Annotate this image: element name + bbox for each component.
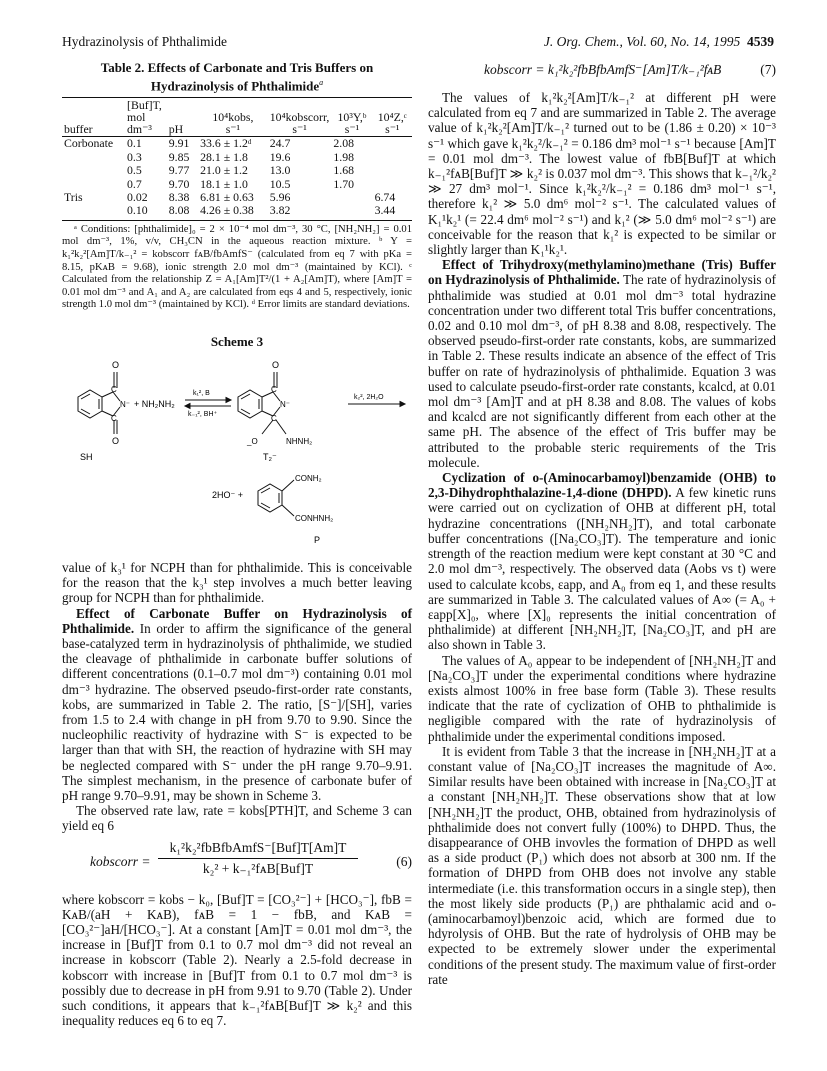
paragraph-rate-law: The observed rate law, rate = kobs[PTH]T, and Scheme 3 can yield eq 6 xyxy=(62,803,412,834)
scheme-nhnh2: NHNH₂ xyxy=(286,436,313,446)
k2-arrow xyxy=(348,401,405,406)
scheme-plus-hydrazine: + NH₂NH₂ xyxy=(134,398,175,409)
table-2-caption xyxy=(62,60,412,93)
table-row xyxy=(62,191,412,204)
col-kcorr xyxy=(268,98,332,137)
scheme-c-4: C xyxy=(271,413,277,423)
col-conc xyxy=(125,98,167,137)
scheme-o-minus: _O xyxy=(247,436,258,446)
paragraph-a0: The values of A₀ appear to be independent of [NH₂NH₂]T and [Na₂CO₃]T under the experimental conditions where hydrazine exists almost 100% in free base form (Table 3). These results indicate that the rate of cyclization of OHB to phthalimide is negligible compared with the rate of hydrazinolysis of phthalimide under the experimental conditions imposed. xyxy=(428,652,776,744)
table-cell-ph: 9.70 xyxy=(168,176,190,191)
table-cell-kobs: 18.1 ± 1.0 xyxy=(200,176,248,191)
col-kobs xyxy=(198,98,268,137)
table-cell-z: 6.74 xyxy=(374,189,396,204)
phthalimide-anion-structure xyxy=(78,372,120,434)
table-cell-y xyxy=(331,204,372,220)
table-cell-kobs: 4.26 ± 0.38 xyxy=(198,204,268,220)
scheme-product-prefix: 2HO⁻ + xyxy=(212,489,244,500)
table-cell-ph: 9.77 xyxy=(168,163,190,178)
table-cell-conc: 0.5 xyxy=(127,163,142,178)
table-cell-kcorr: 19.6 xyxy=(269,149,291,164)
scheme-c-3: C xyxy=(271,384,277,394)
paragraph-after-eq6: where kobscorr = kobs − k₀, [Buf]T = [CO₃²⁻] + [HCO₃⁻], fbB = KᴀB/(aH + KᴀB), fᴀB = 1 − fbB, and KᴀB = [CO₃²⁻]aH/[HCO₃⁻]. At a constant [Am]T = 0.01 mol dm⁻³, the increase in [Buf]T from 0.1 to 0.7 mol dm⁻³ did not reveal an increase in kobscorr (Table 2). Nearly a 2.5-fold decrease in kobscorr with increase in [Buf]T from 0.1 to 0.7 mol dm⁻³ is possibly due to decrease in pH from 9.91 to 9.70 (Table 2). Under such conditions, it appears that k₋₁²fᴀB[Buf]T ≫ k₂² and this inequality reduces eq 6 to eq 7. xyxy=(62,891,412,1029)
eq6-fraction xyxy=(158,840,358,877)
scheme-sh-label: SH xyxy=(80,451,93,462)
scheme-n-minus-2: N⁻ xyxy=(280,399,290,409)
table-cell-conc: 0.3 xyxy=(127,149,142,164)
table-2 xyxy=(62,97,412,220)
eq6-lhs: kobscorr = xyxy=(90,853,151,869)
table-row xyxy=(62,178,412,191)
paragraph-k3-conclusion: value of k₃¹ for NCPH than for phthalimide. This is conceivable for the reason that the k₃¹ step involves a much better leaving group for NCPH than for phthalimide. xyxy=(62,559,412,606)
paragraph-tris-body: The rate of hydrazinolysis of phthalimide was studied at 0.01 mol dm⁻³ total hydrazine concentration under two different total Tris buffer concentrations, 0.02 and 0.10 mol dm⁻³, of pH 8.38 and 8.08, respectively. The observed pseudo-first-order rate constants, kobs, are summarized in Table 2. These results indicate an absence of the effect of Tris buffer on rate of hydrazinolysis of phthalimide. Equation 3 was used to calculate pseudo-first-order rate constants, kcalcd, at 0.01 mol dm⁻³ [Am]T and at pH 8.38 and 8.08. The values of kobs and kcalcd are not significantly different from each other at the same pH. The absence of the effect of Tris buffer may be attributed to the probable steric requirements of the Tris molecule. xyxy=(428,272,776,470)
table-cell-z xyxy=(373,164,412,177)
table-cell-kcorr: 24.7 xyxy=(269,136,291,151)
table-cell-y: 2.08 xyxy=(333,136,355,151)
scheme-p-label: P xyxy=(314,534,321,545)
paragraph-carbonate-body: In order to affirm the significance of the general base-catalyzed term in hydrazinolysis of phthalimide, we studied the cleavage of phthalimide in carbonate buffer solutions of different concentrations (0.1–0.7 mol dm⁻³) containing 0.01 mol dm⁻³ hydrazine. The observed pseudo-first-order rate constants, kobs, are summarized in Table 2. The ratio, [S⁻]/[SH], varies from 1.5 to 2.4 with change in pH from 9.70 to 9.90. Since the nucleophilic reactivity of hydrazine with S⁻ is expected to be larger than that with SH, the reaction of hydrazine with SH may be neglected compared with S⁻ under the pH range 9.70–9.91. The simplest mechanism, in the presence of carbonate bufer of pH range 9.70–9.91, may be shown in Scheme 3. xyxy=(62,620,412,803)
table-cell-y: 1.98 xyxy=(333,149,355,164)
table-cell-conc: 0.1 xyxy=(127,136,142,151)
table-cell-kcorr: 10.5 xyxy=(269,176,291,191)
table-cell-buffer xyxy=(62,204,125,220)
table-cell-buffer xyxy=(62,151,125,164)
table-caption-line-2: Hydrazinolysis of Phthalimide xyxy=(150,78,320,94)
paragraph-evident: It is evident from Table 3 that the increase in [NH₂NH₂]T at a constant value of [Na₂CO₃]T increases the magnitude of A∞. Similar results have been obtained with increase in [Na₂CO₃]T at a constant [NH₂NH₂]T. These observations show that at low [NH₂NH₂]T the product, OHB, obtained from hydrazinolysis of phthalimide does not convert fully (100%) to DHPD. Thus, the disappearance of OHB invovles the formation of DHPD as well as a side product (P₁) which does not absorb at 300 nm. If the formation of DHPD from OHB does not involve any stable intermediate (i.e. this transformation occurs in a single step), then the most likely side products (P₁) are phthalamic acid and o-(aminocarbamoyl)benzoic acid, which are formed due to hdyrolysis of OHB. But the rate of hydrolysis of OHB may be expected to be extremely slower under the experimental conditions of the present study. The maximum value of first-order rate xyxy=(428,743,776,987)
table-row xyxy=(62,204,412,220)
paragraph-carbonate xyxy=(62,606,412,804)
table-cell-kobs: 21.0 ± 1.2 xyxy=(200,163,248,178)
table-cell-z: 3.44 xyxy=(373,204,412,220)
scheme-3-diagram xyxy=(62,354,412,549)
scheme-k-forward: k₁², B xyxy=(193,389,210,397)
tetrahedral-intermediate-structure xyxy=(238,372,286,434)
scheme-t2-label: T₂⁻ xyxy=(263,451,277,462)
heading-carbonate: Effect of Carbonate Buffer on Hydrazinolysis of Phthalimide. xyxy=(62,605,412,636)
table-2-footnote: ᵃ Conditions: [phthalimide]₀ = 2 × 10⁻⁴ mol dm⁻³, 30 °C, [NH₂NH₂] = 0.01 mol dm⁻³, 1%, v/v, CH₃CN in the aqueous reaction mixture. ᵇ Y = k₁²k₂²[Am]T/k₋₁² = kobscorr fᴀB/fbAmfS⁻ (calculated from eq 7 with pKa = 8.15, pKᴀB = 9.68), ionic strength 2.0 mol dm⁻³ (maintained by KCl). ᶜ Calculated from the relationship Z = A₁[Am]T²/(1 + A₂[Am]T), where [Am]T = 0.01 mol dm⁻³ and A₁ and A₂ are calculated from eqs 4 and 5, respectively, ionic strength 1.0 mol dm⁻³ (maintained by KCl). ᵈ Error limits are standard deviations. xyxy=(62,223,412,311)
table-cell-y: 1.70 xyxy=(333,176,355,191)
product-structure xyxy=(258,480,294,516)
table-cell-kcorr: 5.96 xyxy=(269,189,291,204)
col-y-l1: 10³Y,ᵇ xyxy=(337,110,367,125)
col-kcorr-l1: 10⁴kobscorr, xyxy=(269,110,330,125)
table-cell-kobs: 28.1 ± 1.8 xyxy=(200,149,248,164)
journal-citation xyxy=(544,34,774,50)
col-z-l2: s⁻¹ xyxy=(385,122,400,137)
heading-tris: Effect of Trihydroxy(methylamino)methane (Tris) Buffer on Hydrazinolysis of Phthalimide. xyxy=(428,257,776,288)
equilibrium-arrows xyxy=(185,397,231,408)
table-cell-z xyxy=(373,151,412,164)
col-conc-l1: [Buf]T, xyxy=(127,98,162,113)
scheme-n-minus-1: N⁻ xyxy=(120,399,130,409)
table-cell-ph: 8.38 xyxy=(168,189,190,204)
table-row xyxy=(62,151,412,164)
scheme-c-2: C xyxy=(111,413,117,423)
scheme-o-top-1: O xyxy=(112,359,120,370)
scheme-k-back: k₋₁², BH⁺ xyxy=(188,410,218,418)
col-buffer: buffer xyxy=(62,98,125,137)
journal-name: J. Org. Chem., Vol. 60, No. 14, 1995 xyxy=(543,34,741,49)
running-header xyxy=(62,34,774,52)
table-cell-ph: 9.85 xyxy=(168,149,190,164)
col-kobs-l2: s⁻¹ xyxy=(225,122,241,137)
table-cell-z xyxy=(373,137,412,151)
table-cell-kcorr: 3.82 xyxy=(268,204,332,220)
paragraph-values: The values of k₁²k₂²[Am]T/k₋₁² at different pH were calculated from eq 7 and are summarized in Table 2. The average value of k₁²k₂²[Am]T/k₋₁² turned out to be (1.86 ± 0.20) × 10⁻³ s⁻¹ which gave k₁²k₂²/k₋₁² = 0.186 dm³ mol⁻¹ s⁻¹ because [Am]T = 0.01 mol dm⁻³. The lowest value of fbB[Buf]T at which k₋₁²fᴀB[Buf]T ≫ k₂² is 0.037 mol dm⁻³. This shows that k₋₁²/k₂² ≫ 27 dm³ mol⁻¹. Since k₁²k₂²/k₋₁² = 0.186 dm³ mol⁻¹ s⁻¹, therefore k₁² ≫ 5.0 dm⁶ mol⁻² s⁻¹. The calculated values of K₁¹k₂¹ (= 22.4 dm⁶ mol⁻² s⁻¹) and k₁² (≫ 5.0 dm⁶ mol⁻² s⁻¹) are conceivable for the reason that k₁² is expected to be similar or slightly larger than K₁¹k₂¹. xyxy=(428,90,776,258)
caption-footnote-mark: a xyxy=(319,78,324,87)
running-title: Hydrazinolysis of Phthalimide xyxy=(62,34,227,49)
eq6-numerator: k₁²k₂²fbBfbAmfS⁻[Buf]T[Am]T xyxy=(158,840,358,859)
paragraph-tris xyxy=(428,257,776,470)
heading-ohb: Cyclization of o-(Aminocarbamoyl)benzamide (OHB) to 2,3-Dihydrophthalazine-1,4-dione (DHPD). xyxy=(428,470,776,501)
table-cell-z xyxy=(373,178,412,191)
table-cell-conc: 0.10 xyxy=(125,204,167,220)
col-y xyxy=(331,98,372,137)
col-kcorr-l2: s⁻¹ xyxy=(292,122,307,137)
col-z-l1: 10⁴Z,ᶜ xyxy=(377,110,407,125)
right-column xyxy=(428,58,776,1058)
table-row xyxy=(62,137,412,151)
table-cell-kcorr: 13.0 xyxy=(269,163,291,178)
table-cell-conc: 0.7 xyxy=(127,176,142,191)
col-z xyxy=(373,98,412,137)
col-y-l2: s⁻¹ xyxy=(344,122,360,137)
table-cell-kobs: 33.6 ± 1.2ᵈ xyxy=(200,136,252,151)
table-cell-conc: 0.02 xyxy=(127,189,148,204)
eq6-denominator: k₂² + k₋₁²fᴀB[Buf]T xyxy=(202,860,314,876)
table-cell-buffer: Corbonate xyxy=(64,136,114,151)
table-2-body xyxy=(62,137,412,220)
paragraph-ohb xyxy=(428,470,776,652)
table-cell-y xyxy=(331,191,372,204)
scheme-k2-label: k₂², 2H₂O xyxy=(354,393,384,401)
table-caption-line-1: Table 2. Effects of Carbonate and Tris Buffers on xyxy=(100,60,374,75)
table-cell-ph: 8.08 xyxy=(167,204,198,220)
table-cell-kobs: 6.81 ± 0.63 xyxy=(200,189,254,204)
scheme-3-title: Scheme 3 xyxy=(210,333,264,349)
page-number: 4539 xyxy=(747,34,774,49)
table-cell-buffer xyxy=(62,178,125,191)
col-kobs-l1: 10⁴kobs, xyxy=(212,110,254,125)
table-cell-ph: 9.91 xyxy=(168,136,190,151)
paragraph-ohb-body: A few kinetic runs were carried out on cyclization of OHB at different pH, total hydrazine concentrations ([NH₂NH₂]T), and total carbonate buffer concentrations ([Na₂CO₃]T). The temperature and ionic strength of the reaction medium were kept constant at 30 °C and 2.0 mol dm⁻³, respectively. The observed data (Aobs vs t) were used to calculate kcobs, εapp, and A₀ from eq 1, and these results are summarized in Table 3. The calculated values of A∞ (= A₀ + εapp[X]₀, where [X]₀ represents the initial concentration of phthalimide) at different [NH₂NH₂]T, [Na₂CO₃]T, and pH are also shown in Table 3. xyxy=(428,485,776,653)
scheme-o-top-2: O xyxy=(272,359,280,370)
equation-6 xyxy=(62,840,412,886)
col-conc-l2: mol xyxy=(127,110,146,125)
eq7-number: (7) xyxy=(760,62,776,77)
col-ph: pH xyxy=(167,98,198,137)
scheme-c-1: C xyxy=(111,384,117,394)
scheme-conhnh2: CONHNH₂ xyxy=(295,513,334,523)
table-cell-buffer: Tris xyxy=(64,189,83,204)
scheme-o-bottom-1: O xyxy=(112,435,120,446)
equation-7 xyxy=(428,58,776,84)
col-conc-l3: dm⁻³ xyxy=(127,122,152,137)
table-cell-buffer xyxy=(62,164,125,177)
scheme-conh2: CONH₂ xyxy=(295,473,322,483)
eq6-number: (6) xyxy=(396,853,412,869)
table-row xyxy=(62,164,412,177)
eq7-body: kobscorr = k₁²k₂²fbBfbAmfS⁻[Am]T/k₋₁²fᴀB xyxy=(484,62,722,77)
table-cell-y: 1.68 xyxy=(333,163,355,178)
left-column xyxy=(62,58,412,1058)
